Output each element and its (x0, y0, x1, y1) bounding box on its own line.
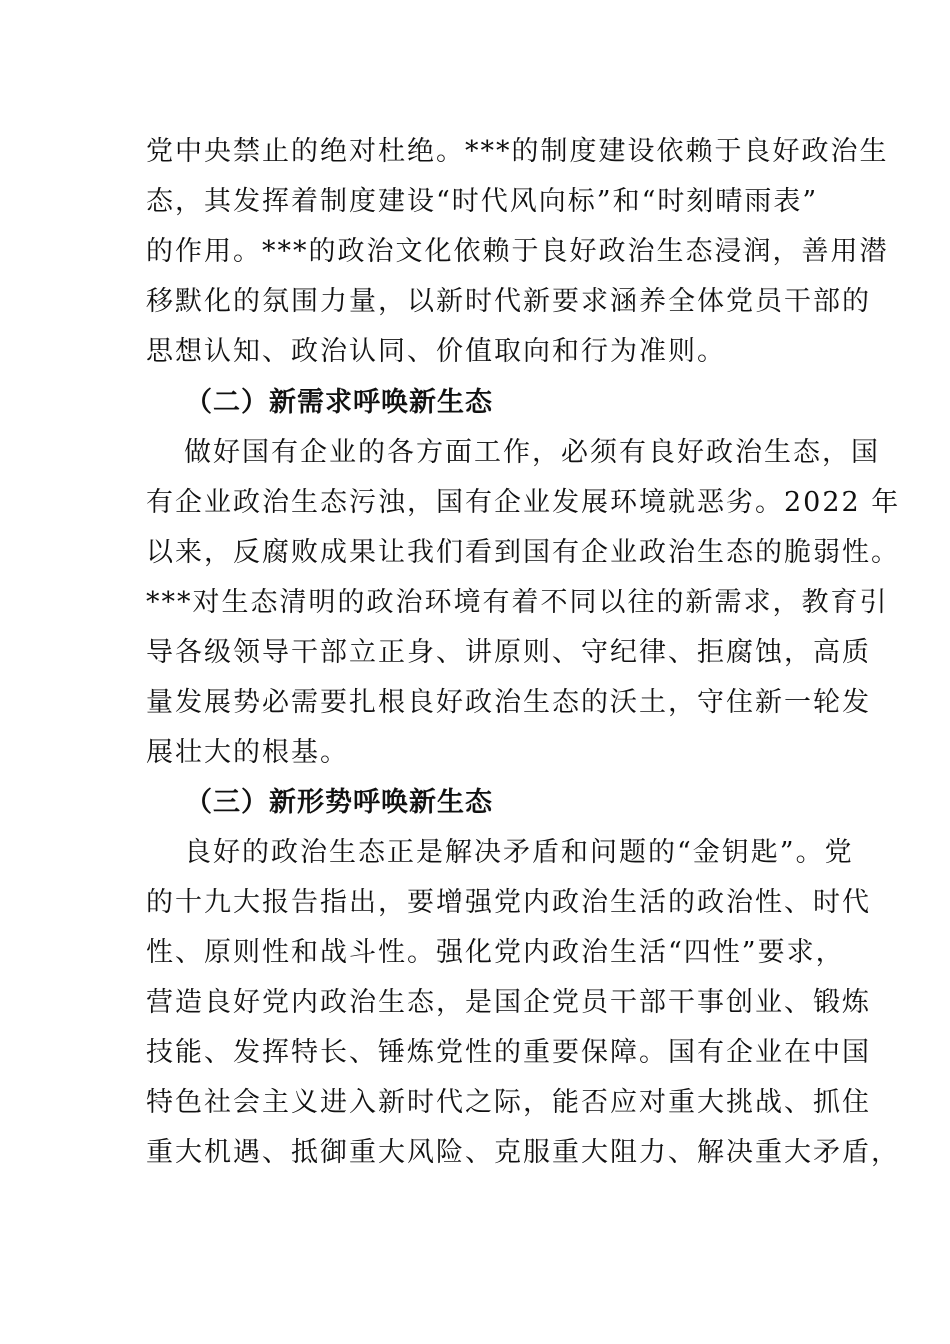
body-text-line: 的作用。***的政治文化依赖于良好政治生态浸润，善用潜 (146, 236, 889, 267)
body-text-line: 性、原则性和战斗性。强化党内政治生活“四性”要求， (146, 937, 845, 968)
body-text-line: 展壮大的根基。 (146, 737, 349, 768)
body-text-line: 移默化的氛围力量，以新时代新要求涵养全体党员干部的 (146, 286, 871, 317)
body-text-line: 党中央禁止的绝对杜绝。***的制度建设依赖于良好政治生 (146, 136, 889, 167)
body-text-line: 重大机遇、抵御重大风险、克服重大阻力、解决重大矛盾， (146, 1137, 900, 1168)
body-text-line: 态，其发挥着制度建设“时代风向标”和“时刻晴雨表” (146, 186, 819, 217)
body-text-line: 营造良好党内政治生态，是国企党员干部干事创业、锻炼 (146, 987, 871, 1018)
body-text-line: 以来，反腐败成果让我们看到国有企业政治生态的脆弱性。 (146, 537, 900, 568)
body-text-line: 做好国有企业的各方面工作，必须有良好政治生态，国 (184, 437, 880, 468)
body-text-line: 特色社会主义进入新时代之际，能否应对重大挑战、抓住 (146, 1087, 871, 1118)
section-heading: （二）新需求呼唤新生态 (185, 387, 493, 418)
body-text-line: 思想认知、政治认同、价值取向和行为准则。 (146, 336, 726, 367)
body-text-line: 导各级领导干部立正身、讲原则、守纪律、拒腐蚀，高质 (146, 637, 871, 668)
body-text-line: ***对生态清明的政治环境有着不同以往的新需求，教育引 (146, 587, 889, 618)
body-text-line: 的十九大报告指出，要增强党内政治生活的政治性、时代 (146, 887, 871, 918)
body-text-line: 量发展势必需要扎根良好政治生态的沃土，守住新一轮发 (146, 687, 871, 718)
body-text-line: 有企业政治生态污浊，国有企业发展环境就恶劣。2022 年 (146, 487, 901, 518)
body-text-line: 技能、发挥特长、锤炼党性的重要保障。国有企业在中国 (146, 1037, 871, 1068)
section-heading: （三）新形势呼唤新生态 (185, 787, 493, 818)
body-text-line: 良好的政治生态正是解决矛盾和问题的“金钥匙”。党 (184, 837, 854, 868)
